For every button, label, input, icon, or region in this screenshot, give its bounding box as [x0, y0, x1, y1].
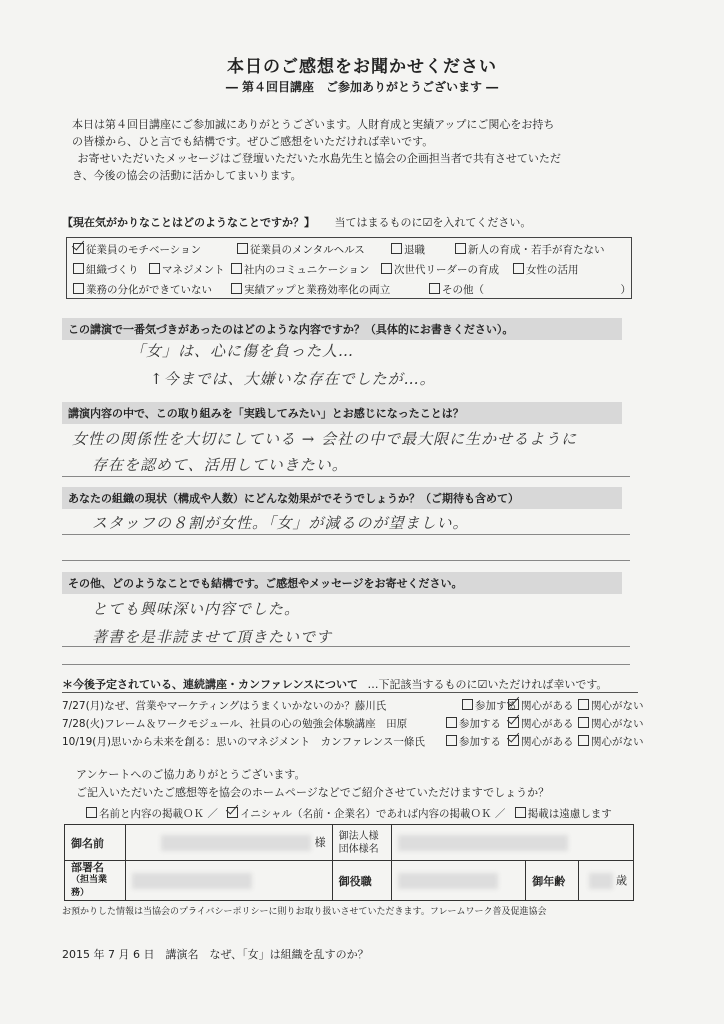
events-title: ＊今後予定されている、連続講座・カンファレンスについて [62, 678, 358, 691]
checkbox[interactable] [508, 735, 519, 746]
option-task-division[interactable]: 業務の分化ができていない [73, 282, 212, 297]
checkbox[interactable] [149, 263, 160, 274]
footer-lecture-info: 2015 年 7 月 6 日 講演名 なぜ、「女」は組織を乱すのか？ [62, 948, 369, 961]
event-3-not-interested[interactable]: 関心がない [578, 734, 644, 749]
intro-line: 本日は第４回目講座にご参加誠にありがとうございます。人財育成と実績アップにご関心をお持ち [72, 118, 555, 131]
page-title: 本日のご感想をお聞かせください [227, 57, 497, 77]
q1-options-box [66, 237, 632, 299]
option-resignation[interactable]: 退職 [391, 242, 425, 257]
option-communication[interactable]: 社内のコミュニケーション [231, 262, 369, 277]
consent-opt-decline[interactable]: 掲載は遠慮します [515, 808, 612, 820]
age-label: 御年齢 [526, 861, 578, 901]
name-field[interactable] [125, 825, 332, 861]
q5-answer-line2: 著書を是非読ませて頂きたいです [92, 628, 333, 646]
checkbox[interactable] [515, 807, 526, 818]
checkbox[interactable] [227, 807, 238, 818]
option-new-staff[interactable]: 新人の育成・若手が育たない [455, 242, 605, 257]
checkbox[interactable] [462, 699, 473, 710]
org-label-line: 団体様名 [338, 843, 379, 855]
checkbox[interactable] [513, 263, 524, 274]
q3-answer-line1: 女性の関係性を大切にしている → 会社の中で最大限に生かせるように [72, 430, 578, 448]
org-label [332, 825, 391, 861]
q2-answer-line2: ↑今までは、大嫌いな存在でしたが…。 [150, 370, 436, 388]
checkbox[interactable] [446, 717, 457, 728]
age-unit: 歳 [616, 874, 627, 887]
q1-question: 【現在気がかりなことはどのようなことですか？】 [62, 216, 315, 229]
checkbox[interactable] [508, 717, 519, 728]
redacted-value [398, 835, 568, 851]
dept-label: 部署名 （担当業務） [65, 861, 126, 901]
intro-text [72, 116, 672, 184]
divider [62, 664, 630, 665]
checkbox[interactable] [429, 283, 440, 294]
checkbox[interactable] [86, 807, 97, 818]
checkbox[interactable] [381, 263, 392, 274]
checkbox[interactable] [73, 263, 84, 274]
consent-options [86, 806, 612, 821]
option-mental-health[interactable]: 従業員のメンタルヘルス [237, 242, 365, 257]
option-motivation[interactable]: 従業員のモチベーション [73, 242, 201, 257]
intro-line: お寄せいただいたメッセージはご登壇いただいた水島先生と協会の企画担当者で共有させていただ [77, 152, 561, 165]
redacted-value [398, 873, 498, 889]
event-row-2: 7/28(火)フレーム＆ワークモジュール、社員の心の勉強会体験講座 田原 [62, 718, 408, 730]
q4-answer-line1: スタッフの８割が女性。「女」が減るのが望ましい。 [92, 514, 469, 532]
option-management[interactable]: マネジメント [149, 262, 225, 277]
event-2-interested[interactable]: 関心がある [508, 716, 574, 731]
divider [62, 476, 630, 477]
option-other[interactable]: その他（ ） [429, 282, 631, 297]
name-label: 御名前 [65, 825, 126, 861]
q1-note: 当てはまるものに☑を入れてください。 [334, 216, 532, 229]
consent-opt-name[interactable]: 名前と内容の掲載ＯＫ ／ [86, 808, 218, 820]
checkbox[interactable] [231, 283, 242, 294]
checkbox[interactable] [508, 699, 519, 710]
sama-suffix: 様 [314, 836, 326, 849]
org-label-line: 御法人様 [338, 830, 379, 842]
redacted-value [132, 873, 252, 889]
checkbox[interactable] [578, 699, 589, 710]
divider [62, 560, 630, 561]
thanks-text: アンケートへのご協力ありがとうございます。 [76, 768, 306, 781]
option-women[interactable]: 女性の活用 [513, 262, 579, 277]
q3-question: 講演内容の中で、この取り組みを「実践してみたい」とお感じになったことは？ [62, 402, 622, 424]
dept-field[interactable] [125, 861, 332, 901]
q4-question: あなたの組織の現状（構成や人数）にどんな効果がでそうでしょうか？（ご期待も含めて） [62, 487, 622, 509]
page-subtitle: ― 第４回目講座 ご参加ありがとうございます ― [225, 80, 499, 94]
age-field[interactable] [578, 861, 633, 901]
option-performance[interactable]: 実績アップと業務効率化の両立 [231, 282, 390, 297]
checkbox[interactable] [73, 243, 84, 254]
respondent-info-table [64, 824, 634, 901]
events-note: …下記該当するものに☑いただければ幸いです。 [367, 678, 608, 691]
role-field[interactable] [391, 861, 525, 901]
option-next-leaders[interactable]: 次世代リーダーの育成 [381, 262, 499, 277]
org-field[interactable] [391, 825, 633, 861]
checkbox[interactable] [237, 243, 248, 254]
checkbox[interactable] [578, 717, 589, 728]
consent-opt-initial[interactable]: イニシャル（名前・企業名）であれば内容の掲載ＯＫ ／ [227, 808, 505, 820]
checkbox[interactable] [231, 263, 242, 274]
redacted-value [589, 873, 613, 889]
q2-question: この講演で一番気づきがあったのはどのような内容ですか？（具体的にお書きください）。 [62, 318, 622, 340]
checkbox[interactable] [391, 243, 402, 254]
events-heading [62, 676, 638, 693]
intro-line: き、今後の協会の活動に活かしてまいります。 [72, 169, 302, 182]
checkbox[interactable] [446, 735, 457, 746]
privacy-note: お預かりした情報は当協会のプライバシーポリシーに則りお取り扱いさせていただきます。フレームワーク普及促進協会 [62, 907, 547, 917]
divider [62, 646, 630, 647]
event-3-attend[interactable]: 参加する [446, 734, 501, 749]
event-row-1: 7/27(月)なぜ、営業やマーケティングはうまくいかないのか？藤川氏 [62, 700, 387, 712]
q3-answer-line2: 存在を認めて、活用していきたい。 [92, 456, 348, 474]
checkbox[interactable] [455, 243, 466, 254]
option-org-building[interactable]: 組織づくり [73, 262, 139, 277]
checkbox[interactable] [578, 735, 589, 746]
intro-line: の皆様から、ひと言でも結構です。ぜひご感想をいただければ幸いです。 [72, 135, 434, 148]
event-1-attend[interactable]: 参加する [462, 698, 517, 713]
event-1-interested[interactable]: 関心がある [508, 698, 574, 713]
q5-answer-line1: とても興味深い内容でした。 [92, 600, 301, 618]
event-2-attend[interactable]: 参加する [446, 716, 501, 731]
divider [62, 534, 630, 535]
event-3-interested[interactable]: 関心がある [508, 734, 574, 749]
event-row-3: 10/19(月)思いから未来を創る：思いのマネジメント カンファレンス一條氏 [62, 736, 425, 748]
q5-question: その他、どのようなことでも結構です。ご感想やメッセージをお寄せください。 [62, 572, 622, 594]
q1-heading [62, 214, 531, 230]
checkbox[interactable] [73, 283, 84, 294]
redacted-value [161, 835, 311, 851]
event-1-not-interested[interactable]: 関心がない [578, 698, 644, 713]
q2-answer-line1: 「女」は、心に傷を負った人… [130, 342, 355, 360]
event-2-not-interested[interactable]: 関心がない [578, 716, 644, 731]
consent-question: ご記入いただいたご感想等を協会のホームページなどでご紹介させていただけますでしょうか？ [76, 786, 550, 799]
role-label: 御役職 [332, 861, 391, 901]
